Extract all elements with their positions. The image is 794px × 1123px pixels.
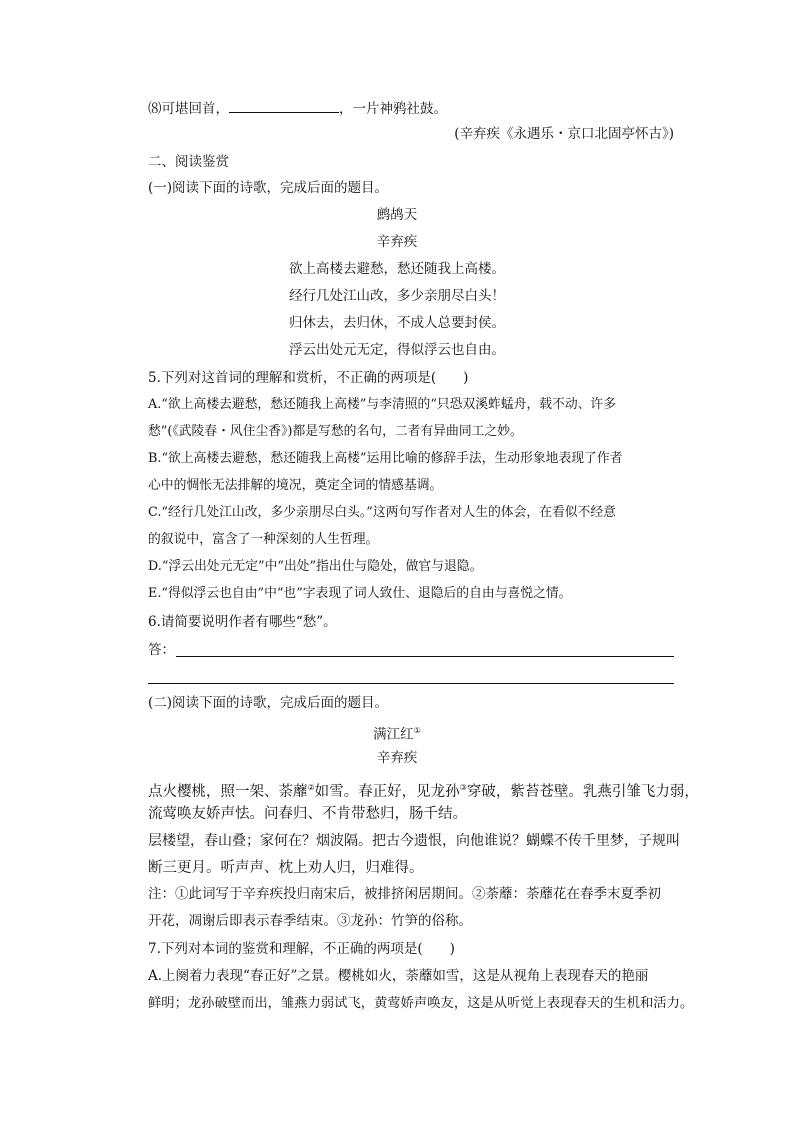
answer-line-1[interactable] [176,656,674,657]
poem1-title: 鹧鸪天 [376,207,418,223]
answer-label: 答： [148,642,175,658]
q8-line [148,98,674,119]
option-c-line1: C.“经行几处江山改，多少亲朋尽白头。”这两句写作者对人生的体会，在看似不经意 [148,505,616,520]
note-line2: 开花，凋谢后即表示春季结束。③龙孙：竹笋的俗称。 [148,913,472,929]
poem2-para1-line1: 点火樱桃，照一架、荼蘼②如雪。春正好，见龙孙③穿破，紫苔苍壁。乳燕引雏飞力弱， [148,783,699,800]
q7-option-a-line2: 鲜明；龙孙破壁而出，雏燕力弱试飞，黄莺娇声唤友，这是从听觉上表现春天的生机和活力。 [148,996,694,1011]
option-a-line2: 愁”(《武陵春・风住尘香》)都是写愁的名句，二者有异曲同工之妙。 [148,424,523,439]
answer-line-2[interactable] [148,683,674,684]
question-5: 5.下列对这首词的理解和赏析，不正确的两项是( ) [148,370,469,386]
footnote-marker: ② [307,783,315,792]
poem1-line-3: 归休去，去归休，不成人总要封侯。 [289,315,505,331]
part2-intro: (二)阅读下面的诗歌，完成后面的题目。 [148,695,389,711]
q8-source: (辛弃疾《永遇乐・京口北固亭怀古》) [454,126,674,142]
poem1-line-1: 欲上高楼去避愁，愁还随我上高楼。 [289,261,505,277]
poem1-line-2: 经行几处江山改，多少亲朋尽白头！ [289,288,505,304]
option-b-line1: B.“欲上高楼去避愁，愁还随我上高楼”运用比喻的修辞手法，生动形象地表现了作者 [148,451,623,466]
option-a-line1: A.“欲上高楼去避愁，愁还随我上高楼”与李清照的“只恐双溪蚱蜢舟，载不动、许多 [148,397,617,412]
section-heading: 二、阅读鉴赏 [148,154,229,170]
part1-intro: (一)阅读下面的诗歌，完成后面的题目。 [148,180,389,196]
poem2-para1-line2: 流莺唤友娇声怯。问春归、不肯带愁归，肠千结。 [148,806,467,822]
poem2-title: 满江红 [373,726,414,743]
note-line1: 注：①此词写于辛弃疾投归南宋后，被排挤闲居期间。②荼蘼：荼蘼花在春季末夏季初 [148,886,661,902]
poem2-para2-line2: 断三更月。听声声、枕上劝人归，归难得。 [148,860,424,876]
footnote-marker: ③ [459,783,467,792]
poem1-author: 辛弃疾 [376,234,418,250]
option-d: D.“浮云出处元无定”中“出处”指出仕与隐处，做官与退隐。 [148,559,483,574]
poem2-author: 辛弃疾 [376,750,418,766]
option-b-line2: 心中的惆怅无法排解的境况，奠定全词的情感基调。 [148,478,443,493]
answer-blank[interactable] [229,98,339,113]
poem2-title-wrap [0,721,794,745]
option-e: E.“得似浮云也自由”中“也”字表现了词人致仕、退隐后的自由与喜悦之情。 [148,586,572,601]
q7-option-a-line1: A.上阕着力表现“春正好”之景。樱桃如火，荼蘼如雪，这是从视角上表现春天的艳丽 [148,968,649,984]
poem1-line-4: 浮云出处元无定，得似浮云也自由。 [289,342,505,358]
q8-before: ⑻可堪回首， [148,101,229,117]
poem2-para2-line1: 层楼望，春山叠；家何在？烟波隔。把古今遗恨，向他谁说？蝴蝶不传千里梦，子规叫 [148,833,680,849]
question-7: 7.下列对本词的鉴赏和理解，不正确的两项是( ) [148,941,455,957]
option-c-line2: 的叙说中，富含了一种深刻的人生哲理。 [148,532,379,547]
q8-after: ，一片神鸦社鼓。 [339,101,447,117]
footnote-marker: ① [413,726,421,735]
question-6: 6.请简要说明作者有哪些“愁”。 [148,614,337,630]
